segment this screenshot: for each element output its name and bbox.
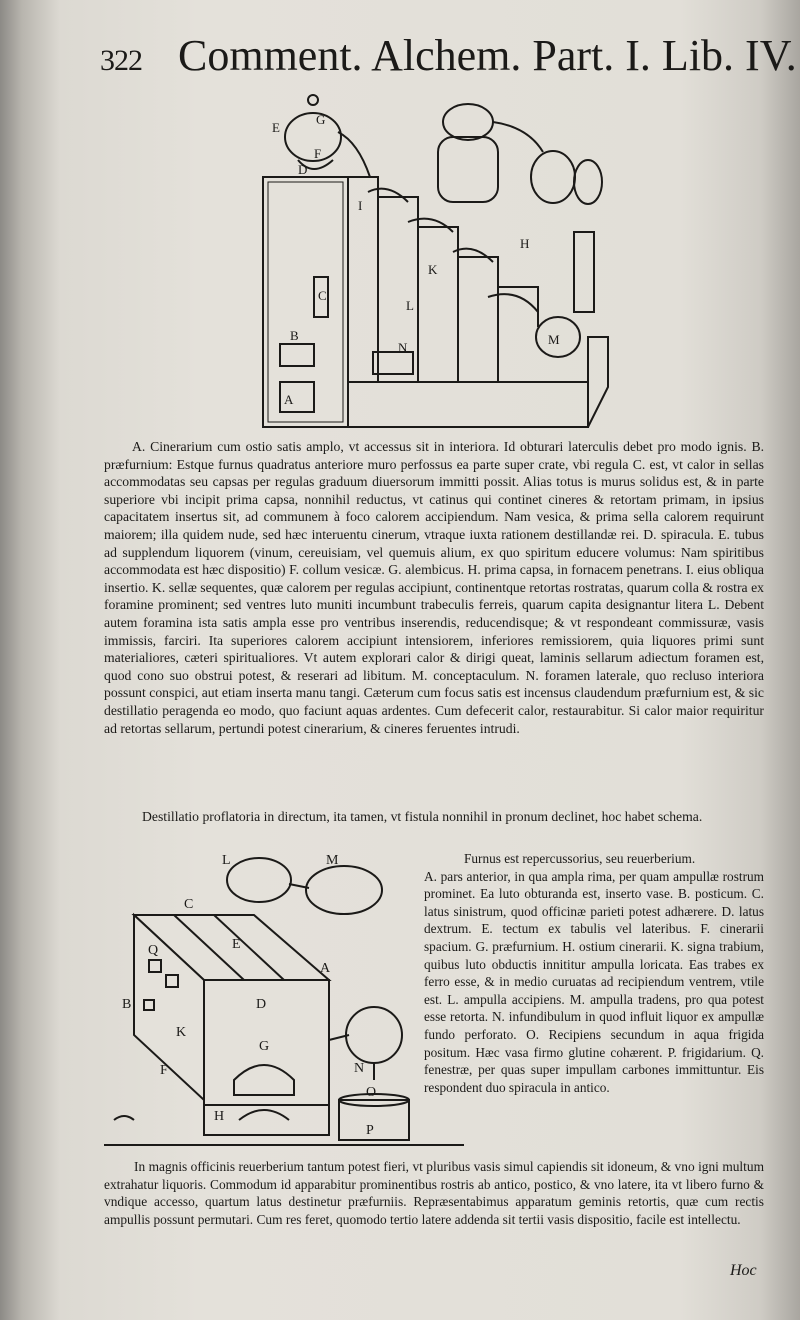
fig2-label-d: D: [256, 997, 267, 1012]
fig1-label-k: K: [428, 262, 438, 277]
fig1-label-f: F: [314, 146, 322, 161]
fig2-label-e: E: [232, 937, 241, 952]
fig2-label-a: A: [320, 961, 331, 976]
fig1-label-c: C: [318, 288, 327, 303]
figure-reverberatory-furnace: [104, 850, 464, 1150]
fig1-label-n: N: [398, 340, 408, 355]
running-title: Comment. Alchem. Part. I. Lib. IV.: [178, 31, 797, 80]
fig1-label-a: A: [284, 392, 294, 407]
body-text-figure1-legend: [104, 438, 764, 737]
fig2-label-p: P: [366, 1123, 374, 1138]
fig2-label-m: M: [326, 853, 339, 868]
fig1-label-m: M: [548, 332, 560, 347]
fig2-label-k: K: [176, 1025, 187, 1040]
body-text-transition: Destillatio proflatoria in directum, ita tamen, vt fistula nonnihil in pronum declinet, hoc habet schema.: [142, 809, 703, 824]
fig1-label-g: G: [316, 112, 326, 127]
fig1-label-e: E: [272, 120, 280, 135]
fig1-label-l: L: [406, 298, 414, 313]
legend-paragraph-1: A. Cinerarium cum ostio satis amplo, vt accessus sit in interiora. Id obturari laterculis debet pro modo ignis. B. præfurnium: Estque furnus quadratus anteriore muro perfossus ea parte super crate, vbi regula C. est, vt calor in sellas accommodatas seu capsas per regulas graduum diuersorum immitti possit. Alias totus is murus solidus est, & in parte superiore vbi incipit prima capsa, nonnihil reductus, vt catinus qui continet cineres & retortam primam, in ipsius capacitatem insertus sit, ad communem à foco calorem accipiendum. Nam vesica, & prima sella calorem requirunt maiorem; illa quidem nude, sed hæc interuentu cinerum, vtraque iuxta rationem destillandæ rei. D. spiracula. E. tubus ad supplendum liquorem (vinum, cereuisiam, vel quemuis alium, ex quo spiritum educere volumus: Nam spiritibus accommodata est hæc dispositio) F. collum vesicæ. G. alembicus. H. prima capsa, in fornacem penetrans. I. eius obliqua insertio. K. sellæ sequentes, quæ calorem per regulas accipiunt, continentque retortas rostratas, quarum colla & rostra ex foramine prominent; sed ventres luto muniti incumbunt trabeculis ferreis, quarum capita designantur litera L. Debent autem foramina ista satis ampla esse pro ventribus inserendis, reducendisque; & vt respondeant commissuræ, vasis immissis, farciri. Ita superiores calorem accipiunt intensiorem, inferiores remissiorem, quia liquores primi sunt materialiores, cæteri spiritualiores. Vt autem explorari calor & dirigi queat, laminis sellarum adiectum foramen est, quod cono suo obstrui potest, & reserari ad libitum. M. conceptaculum. N. foramen laterale, quo recluso interiora possunt conspici, aut etiam inserta manu tangi. Cæterum cum focus satis est incensus claudendum præfurnium est, & sic destillatio peragenda eo modo, quo faciunt aquas ardentes. Cum defecerit calor, restaurabitur. Si calor maior requiritur ad retortas sellarum, pertundi potest cinerarium, & cineres feruentes intrudi.: [104, 439, 764, 736]
body-text-closing: In magnis officinis reuerberium tantum potest fieri, vt pluribus vasis simul capiendis sit idoneum, & vno igni multum extrahatur liquoris. Commodum id apparabitur prominentibus rostris ab antico, postico, & vno latere, ita vt libero furno & vndique accesso, quartum latus destinetur præfurniis. Repræsentabimus apparatum geminis retortis, quæ cum rectis ampullis possunt permutari. Cum res feret, quomodo tertio latere addenda sit tertii vasis dispositio, facile est intellectu.: [104, 1159, 764, 1227]
figure-stepped-furnace: [258, 82, 618, 434]
catchword: Hoc: [730, 1262, 757, 1279]
fig2-label-q: Q: [148, 943, 159, 958]
fig2-label-n: N: [354, 1061, 365, 1076]
fig2-label-l: L: [222, 853, 231, 868]
fig2-label-b: B: [122, 997, 132, 1012]
fig1-label-h: H: [520, 236, 530, 251]
fig2-label-g: G: [259, 1039, 270, 1054]
fig2-label-o: O: [366, 1085, 377, 1100]
fig2-label-f: F: [160, 1063, 168, 1078]
fig1-label-d: D: [298, 162, 308, 177]
legend2-lead: Furnus est repercussorius, seu reuerberium.: [464, 851, 696, 866]
body-text-figure2-legend: [424, 850, 764, 1096]
fig2-label-c: C: [184, 897, 194, 912]
legend2-body: A. pars anterior, in qua ampla rima, per quam ampullæ rostrum prominet. Ea luto obturanda est, inserto vase. B. posticum. C. latus sinistrum, quod officinæ parieti potest adhærere. D. latus dextrum. E. tectum ex tabulis vel lateribus. F. cinerarii spacium. G. præfurnium. H. ostium cinerarii. K. signa trabium, quibus luto obductis innititur ampulla loricata. Eas trabes ex ferro esse, & in medio curuatas ad recipiendum ventrem, vtile est. L. ampulla accipiens. M. ampulla tradens, pro qua potest esse retorta. N. infundibulum in quod influit liquor ex ampullæ fundo perforato. O. Recipiens secundum in aqua frigida positum. Hæc vasa firmo glutine cohærent. P. frigidarium. Q. fenestræ, per quas super impullam carbones immittuntur. Eis respondent duo spiracula in antico.: [424, 868, 764, 1095]
fig2-label-h: H: [214, 1109, 225, 1124]
fig1-label-b: B: [290, 328, 299, 343]
fig1-label-i: I: [358, 198, 363, 213]
page-number: 322: [100, 44, 142, 77]
